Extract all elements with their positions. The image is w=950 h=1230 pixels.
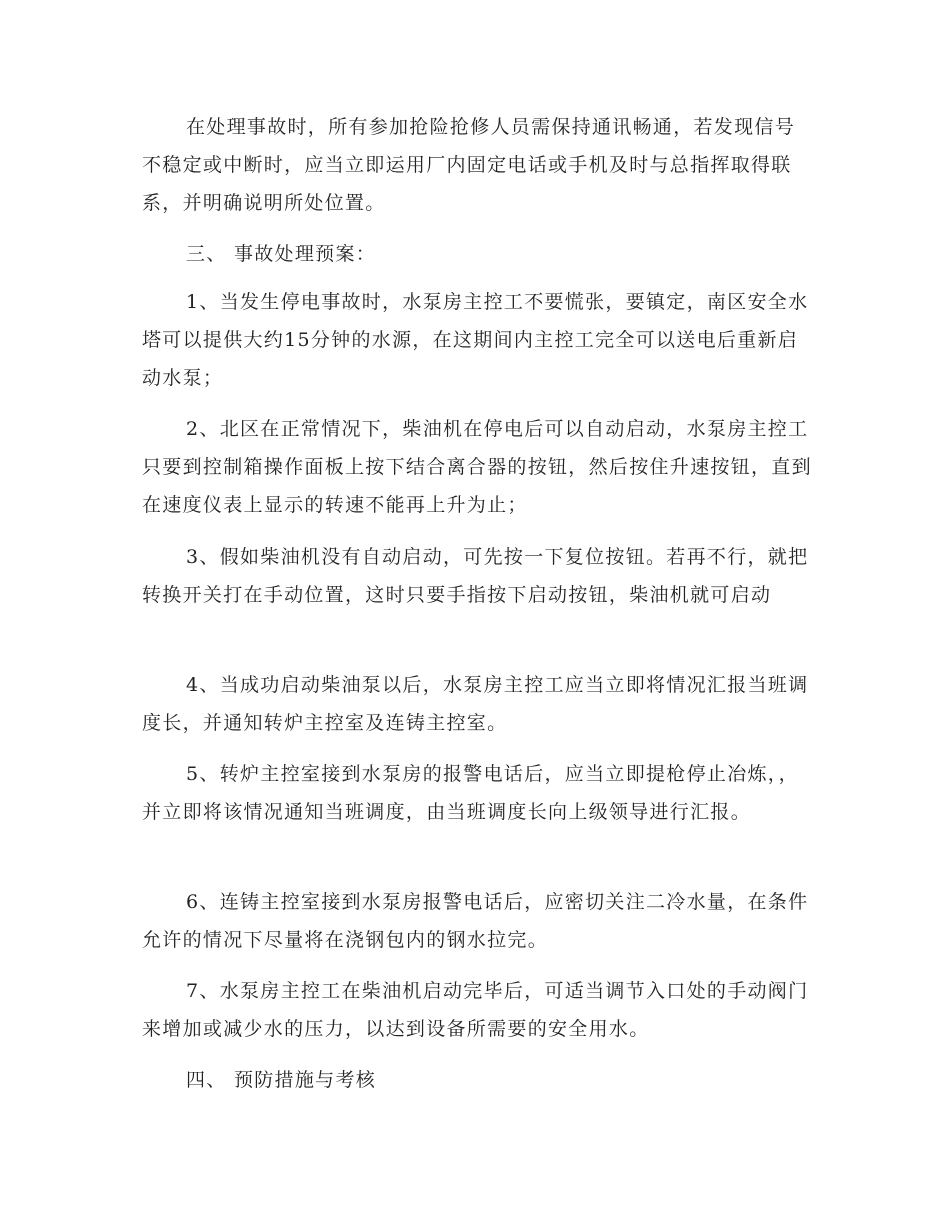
list-item-6: 6、连铸主控室接到水泵房报警电话后，应密切关注二冷水量，在条件允许的情况下尽量将在浇钢包内的钢水拉完。 xyxy=(142,891,809,951)
list-item-7: 7、水泵房主控工在柴油机启动完毕后，可适当调节入口处的手动阀门来增加或减少水的压力，以达到设备所需要的安全用水。 xyxy=(142,980,809,1040)
intro-paragraph: 在处理事故时，所有参加抢险抢修人员需保持通讯畅通，若发现信号不稳定或中断时，应当立即运用厂内固定电话或手机及时与总指挥取得联系，并明确说明所处位置。 xyxy=(142,116,796,214)
list-item-2: 2、北区在正常情况下，柴油机在停电后可以自动启动，水泵房主控工只要到控制箱操作面板上按下结合离合器的按钮，然后按住升速按钮，直到在速度仪表上显示的转速不能再上升为止； xyxy=(142,418,812,516)
section-four-heading: 四、 预防措施与考核 xyxy=(186,1069,377,1091)
list-item-3: 3、假如柴油机没有自动启动，可先按一下复位按钮。若再不行，就把转换开关打在手动位置，这时只要手指按下启动按钮，柴油机就可启动 xyxy=(142,546,809,606)
list-item-5: 5、转炉主控室接到水泵房的报警电话后，应当立即提枪停止冶炼，，并立即将该情况通知当班调度，由当班调度长向上级领导进行汇报。 xyxy=(142,763,799,823)
list-item-4: 4、当成功启动柴油泵以后，水泵房主控工应当立即将情况汇报当班调度长，并通知转炉主控室及连铸主控室。 xyxy=(142,674,809,734)
list-item-1: 1、当发生停电事故时，水泵房主控工不要慌张，要镇定，南区安全水塔可以提供大约15分钟的水源，在这期间内主控工完全可以送电后重新启动水泵； xyxy=(142,291,809,389)
section-three-heading: 三、 事故处理预案： xyxy=(186,243,377,265)
